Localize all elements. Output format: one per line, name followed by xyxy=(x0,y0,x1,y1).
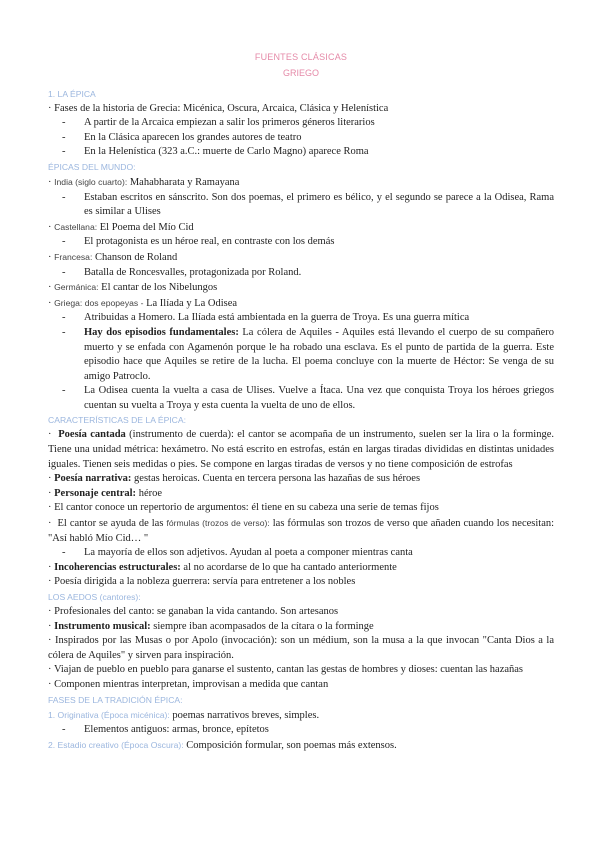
list-item: · Poesía narrativa: gestas heroicas. Cuenta en tercera persona las hazañas de sus héroes xyxy=(48,473,421,485)
list-item: · Francesa: Chanson de Roland xyxy=(48,251,178,263)
list-item: · Germánica: El cantar de los Nibelungos xyxy=(48,282,218,294)
list-item: · El cantor se ayuda de las fórmulas (trozos de verso): las fórmulas son trozos de verso que añaden cuando los necesitan: "Así habló Mío Cid… " xyxy=(48,518,555,544)
list-item: · Castellana: El Poema del Mío Cid xyxy=(48,221,194,233)
list-item: · Personaje central: héroe xyxy=(48,487,163,499)
heading-epicas-del-mundo: ÉPICAS DEL MUNDO: xyxy=(48,161,136,172)
sub-item: - Atribuidas a Homero. La Ilíada está ambientada en la guerra de Troya. Es una guerra mítica xyxy=(62,312,470,324)
list-item: · Poesía cantada (instrumento de cuerda): el cantor se acompaña de un instrumento, suelen ser la lira o la forminge. Tiene una unidad métrica: hexámetro. No está escrito en estrofas, están en largas tiradas divididas en distintas unidades iguales. Tienen seis medidas o pies. Se compone en largas tiradas de versos y no tiene composición de estrofas xyxy=(48,429,554,470)
sub-item: - En la Clásica aparecen los grandes autores de teatro xyxy=(62,131,302,143)
heading-los-aedos: LOS AEDOS (cantores): xyxy=(48,592,141,602)
heading-la-epica: 1. LA ÉPICA xyxy=(48,88,96,99)
sub-item: - La Odisea cuenta la vuelta a casa de Ulises. Vuelve a Ítaca. Una vez que conquista Troya los héroes griegos cuentan su vuelta a Troya y esta cuenta la vuelta de uno de ellos. xyxy=(62,385,554,411)
sub-item: - La mayoría de ellos son adjetivos. Ayudan al poeta a componer mientras canta xyxy=(62,547,413,559)
sub-item: - En la Helenística (323 a.C.: muerte de Carlo Magno) aparece Roma xyxy=(62,146,369,158)
list-item: · Poesía dirigida a la nobleza guerrera: servía para entretener a los nobles xyxy=(48,576,356,588)
sub-item: - Estaban escritos en sánscrito. Son dos poemas, el primero es bélico, y el segundo se parece a la Odisea, Rama es similar a Ulises xyxy=(62,191,554,218)
list-item: · Instrumento musical: siempre iban acompasados de la cítara o la forminge xyxy=(48,620,374,632)
list-item: · Componen mientras interpretan, improvisan a medida que cantan xyxy=(48,678,329,690)
sub-item: - El protagonista es un héroe real, en contraste con los demás xyxy=(62,236,335,248)
list-item: · Inspirados por las Musas o por Apolo (invocación): son un médium, son la musa a la que invocan "Canta Dios a la cólera de Aquiles" y sirven para inspiración. xyxy=(48,635,555,661)
list-item: 1. Originativa (Época micénica): poemas narrativos breves, simples. xyxy=(48,709,320,721)
list-item: · Fases de la historia de Grecia: Micénica, Oscura, Arcaica, Clásica y Helenística xyxy=(48,102,389,114)
list-item: 2. Estadio creativo (Época Oscura): Composición formular, son poemas más extensos. xyxy=(48,739,397,751)
list-item: · El cantor conoce un repertorio de argumentos: él tiene en su cabeza una serie de temas fijos xyxy=(48,502,439,514)
document-page xyxy=(48,50,554,753)
sub-item: - Elementos antiguos: armas, bronce, epítetos xyxy=(62,724,269,736)
list-item: · Profesionales del canto: se ganaban la vida cantando. Son artesanos xyxy=(48,606,339,617)
document-subtitle: GRIEGO xyxy=(282,68,319,78)
sub-item: - Batalla de Roncesvalles, protagonizada por Roland. xyxy=(62,266,302,278)
list-item: · India (siglo cuarto): Mahabharata y Ramayana xyxy=(48,176,240,188)
sub-item: - Hay dos episodios fundamentales: La cólera de Aquiles - Aquiles está llevando el cuerpo de su compañero muerto y se enfada con Agamenón porque le ha robado una esclava. Es el punto de partida de la guerra. Este episodio hace que Aquiles se retire de la lucha. El poema concluye con la muerte de Héctor: Se venga de su amigo Patroclo. xyxy=(62,326,555,382)
sub-item: - A partir de la Arcaica empiezan a salir los primeros géneros literarios xyxy=(62,117,375,129)
list-item: · Viajan de pueblo en pueblo para ganarse el sustento, cantan las gestas de hombres y dioses: cuentan las hazañas xyxy=(48,664,524,676)
heading-fases-tradicion-epica: FASES DE LA TRADICIÓN ÉPICA: xyxy=(48,694,183,705)
heading-caracteristicas: CARACTERÍSTICAS DE LA ÉPICA: xyxy=(48,415,187,426)
document-title: FUENTES CLÁSICAS xyxy=(254,52,348,62)
list-item: · Incoherencias estructurales: al no acordarse de lo que ha cantado anteriormente xyxy=(48,561,397,573)
list-item: · Griega: dos epopeyas - La Ilíada y La Odisea xyxy=(48,297,238,309)
